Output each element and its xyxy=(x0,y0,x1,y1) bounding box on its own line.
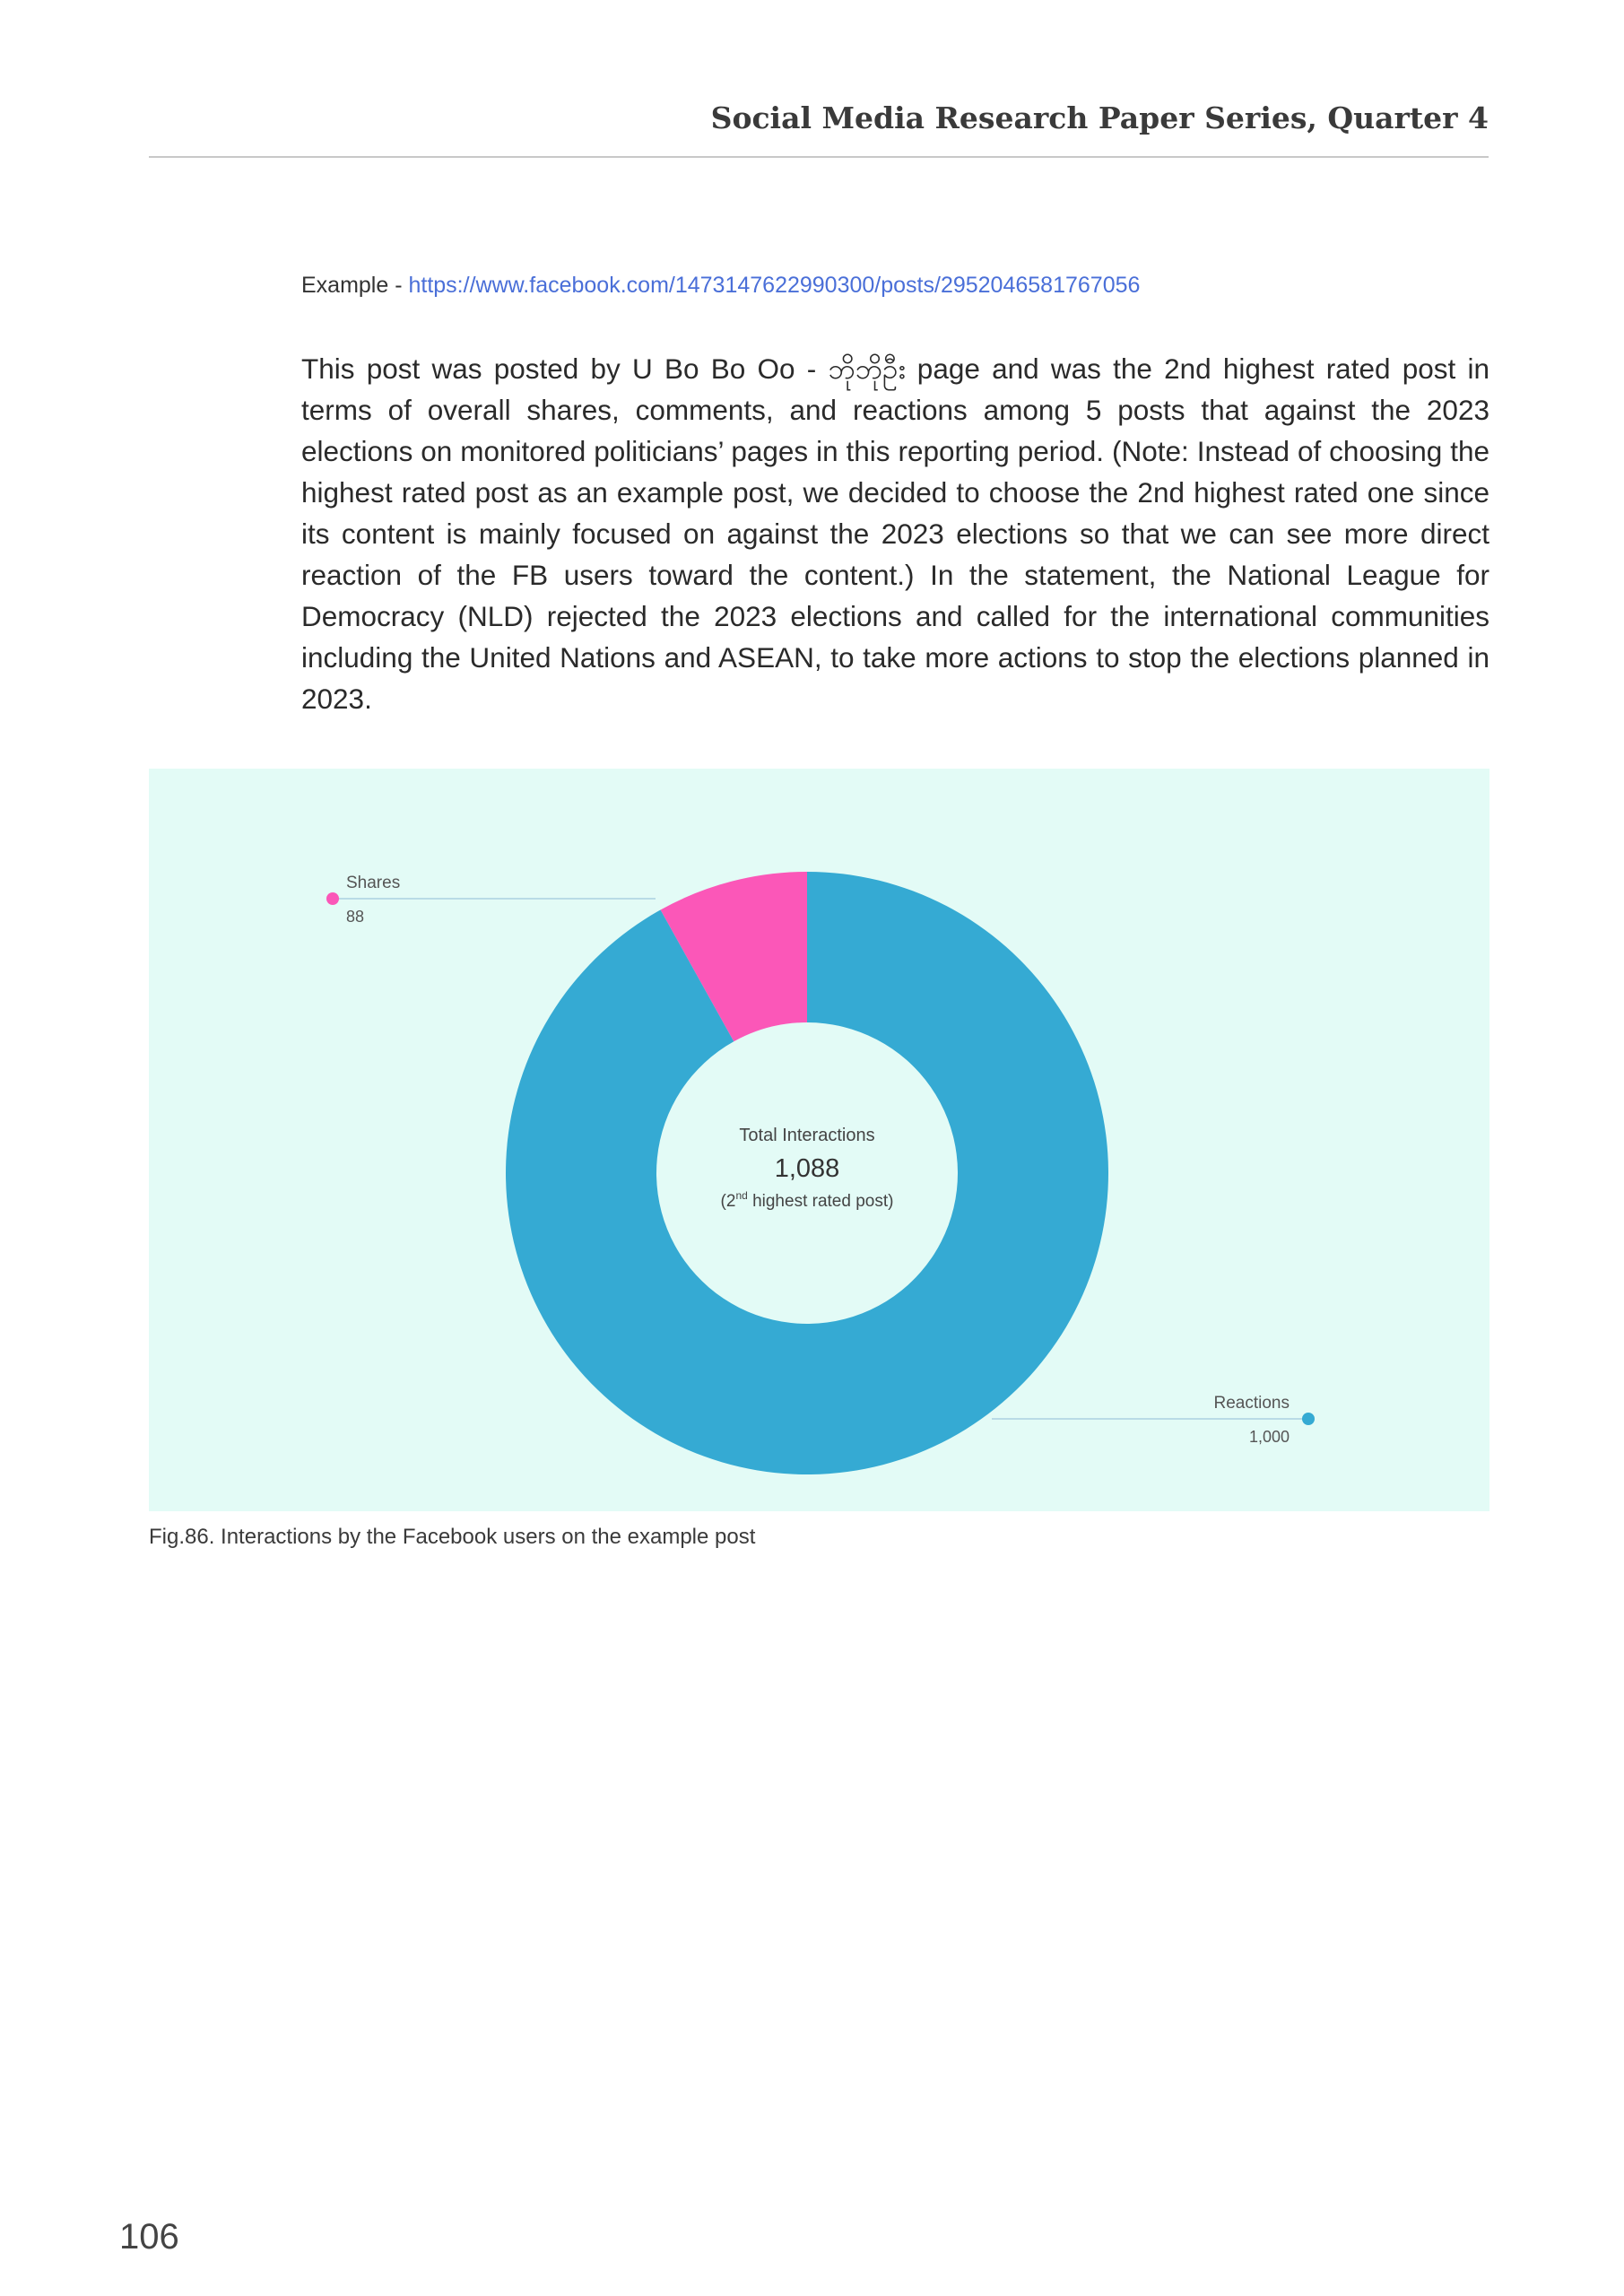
center-label: Total Interactions xyxy=(739,1126,875,1145)
shares-marker-dot xyxy=(326,892,339,905)
example-link[interactable]: https://www.facebook.com/1473147622990300/posts/2952046581767056 xyxy=(408,273,1141,298)
center-total-value: 1,088 xyxy=(774,1154,840,1183)
donut-chart-svg xyxy=(149,769,1489,1511)
interactions-donut-chart xyxy=(149,769,1489,1511)
running-header: Social Media Research Paper Series, Quarter 4 xyxy=(710,100,1489,135)
example-label: Example - xyxy=(301,273,409,298)
reactions-label: Reactions xyxy=(1213,1394,1290,1413)
center-note: (2nd highest rated post) xyxy=(720,1189,894,1211)
page-number: 106 xyxy=(119,2217,179,2257)
reactions-value: 1,000 xyxy=(1248,1428,1290,1446)
reactions-marker-dot xyxy=(1302,1413,1315,1425)
header-divider xyxy=(149,156,1489,158)
shares-value: 88 xyxy=(346,908,365,926)
body-paragraph: This post was posted by U Bo Bo Oo - ဘိုဘိုဦး page and was the 2nd highest rated post in terms of overall shares, comments, and reactions among 5 posts that against the 2023 elections on monitored politicians’ pages in this reporting period. (Note: Instead of choosing the highest rated post as an example post, we decided to choose the 2nd highest rated one since its content is mainly focused on against the 2023 elections so that we can see more direct reaction of the FB users toward the content.) In the statement, the National League for Democracy (NLD) rejected the 2023 elections and called for the international communities including the United Nations and ASEAN, to take more actions to stop the elections planned in 2023. xyxy=(301,352,1489,715)
shares-label: Shares xyxy=(346,874,401,892)
example-line xyxy=(301,273,1140,299)
figure-caption: Fig.86. Interactions by the Facebook users on the example post xyxy=(149,1525,756,1549)
